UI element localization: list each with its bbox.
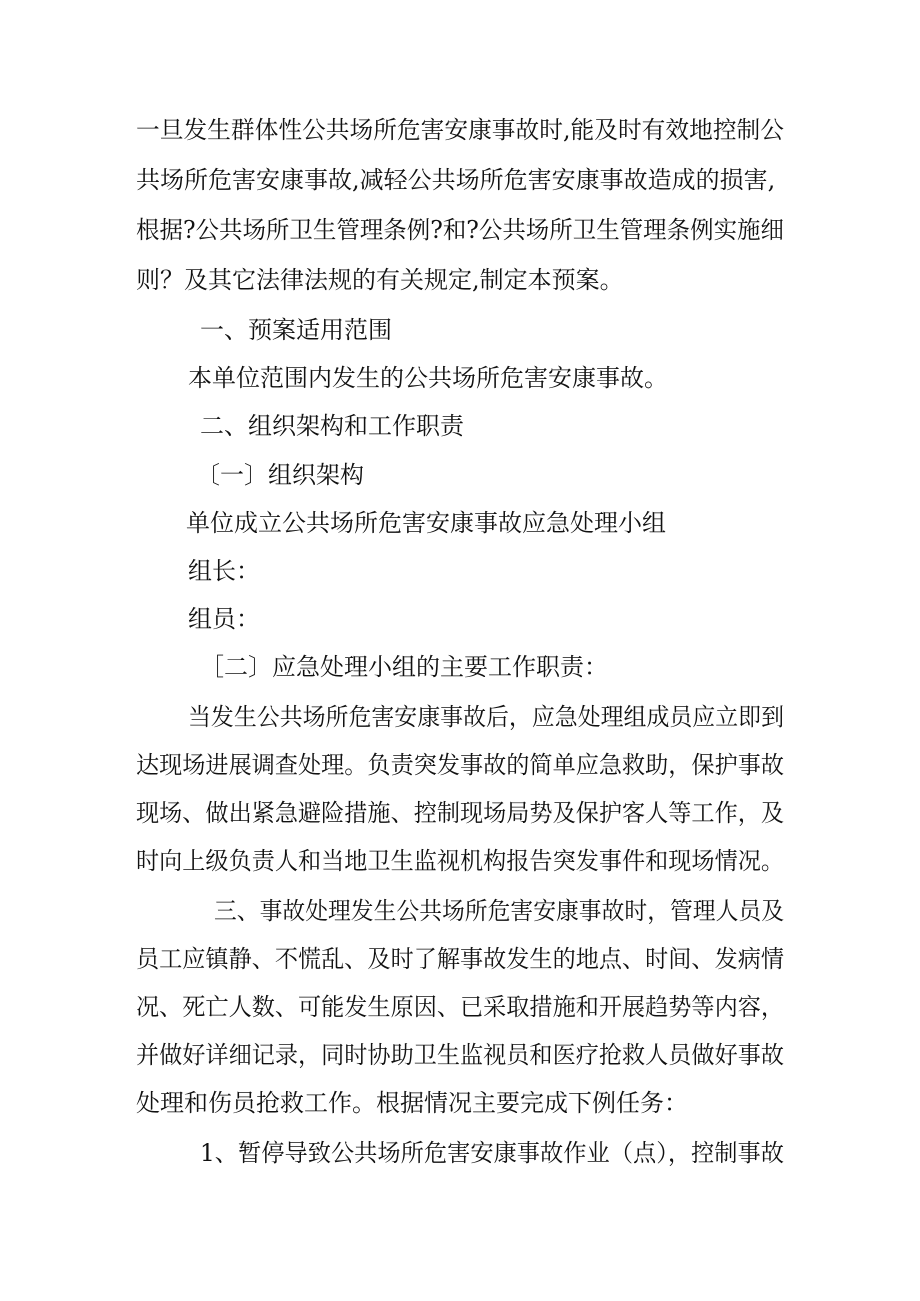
document-page: 一旦发生群体性公共场所危害安康事故时,能及时有效地控制公 共场所危害安康事故,减轻公共场所危害安康事故造成的损害, 根据?公共场所卫生管理条例?和?公共场所卫生管理条例实施细 则？及其它法律法规的有关规定,制定本预案。 一、预案适用范围 本单位范围内发生的公共场所危害安康事故。 二、组织架构和工作职责 〔一〕组织架构 单位成立公共场所危害安康事故应急处理小组 组长： 组员： ［二〕应急处理小组的主要工作职责： 当发生公共场所危害安康事故后，应急处理组成员应立即到 达现场进展调查处理。负责突发事故的简单应急救助，保护事故 现场、做出紧急避险措施、控制现场局势及保护客人等工作，及 时向上级负责人和当地卫生监视机构报告突发事件和现场情况。 三、事故处理发生公共场所危害安康事故时，管理人员及 员工应镇静、不慌乱、及时了解事故发生的地点、时间、发病情 况、死亡人数、可能发生原因、已采取措施和开展趋势等内容， 并做好详细记录，同时协助卫生监视员和医疗抢救人员做好事故 处理和伤员抢救工作。根据情况主要完成下例任务： 1、暂停导致公共场所危害安康事故作业（点），控制事故 (136, 116, 784, 1167)
